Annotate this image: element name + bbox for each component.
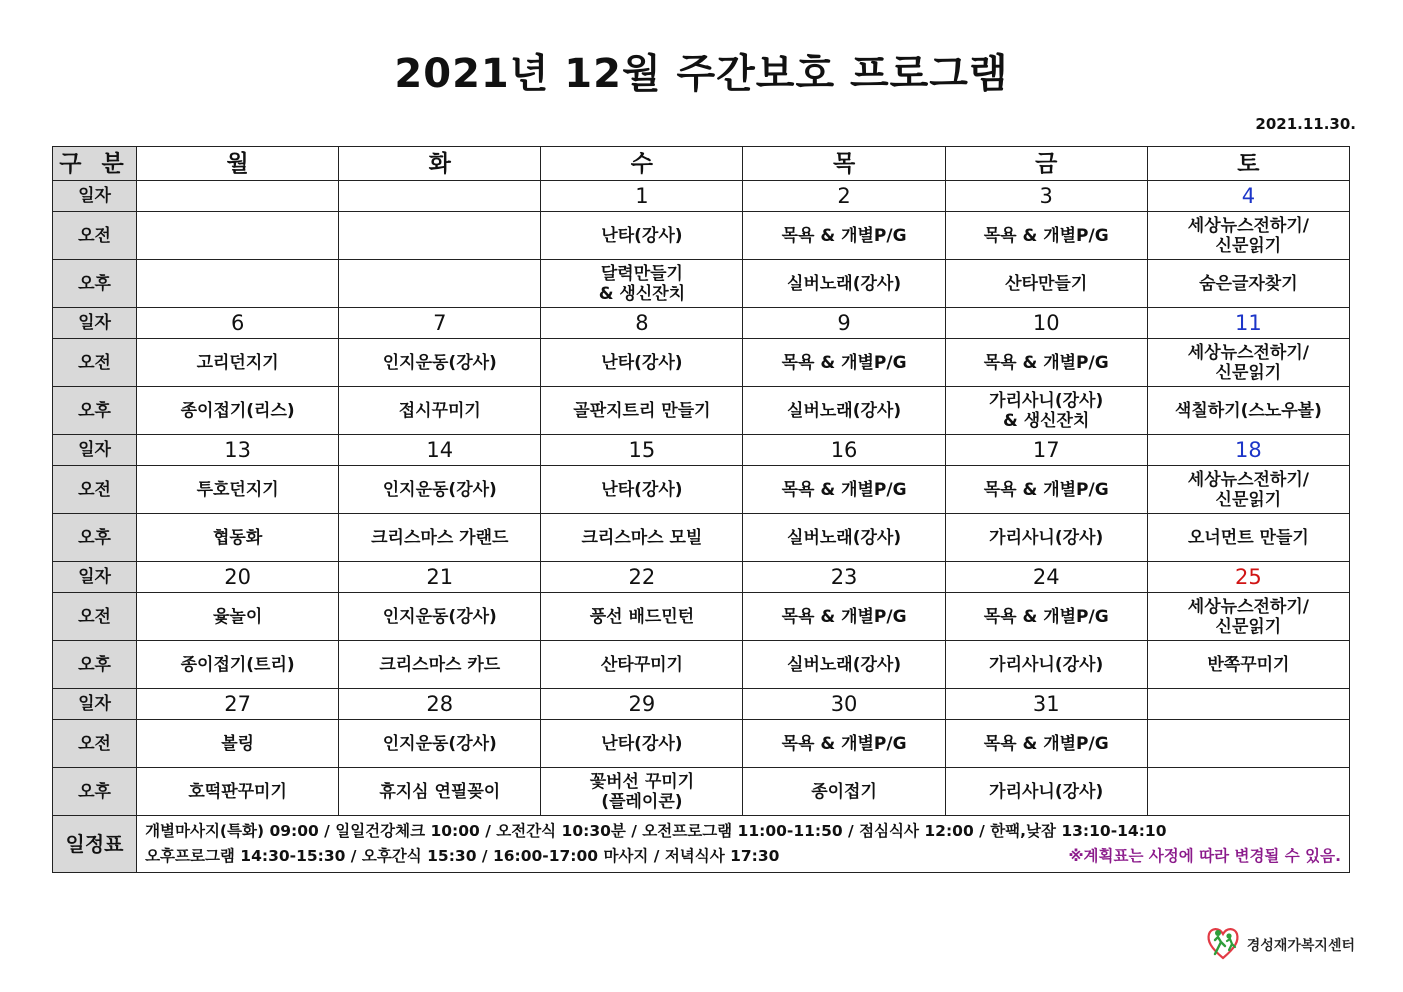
date-cell: 27 <box>137 689 339 720</box>
schedule-line-2 <box>145 844 1341 869</box>
pm-row <box>53 387 1350 435</box>
activity-cell: 달력만들기 & 생신잔치 <box>541 260 743 308</box>
activity-cell: 목욕 & 개별P/G <box>945 339 1147 387</box>
schedule-label: 일정표 <box>53 816 137 873</box>
activity-cell: 접시꾸미기 <box>339 387 541 435</box>
activity-cell: 산타꾸미기 <box>541 641 743 689</box>
center-logo <box>1205 925 1355 965</box>
activity-cell: 난타(강사) <box>541 720 743 768</box>
activity-cell: 반쪽꾸미기 <box>1147 641 1349 689</box>
row-label: 오전 <box>53 593 137 641</box>
activity-cell: 실버노래(강사) <box>743 514 945 562</box>
activity-cell: 고리던지기 <box>137 339 339 387</box>
date-cell: 8 <box>541 308 743 339</box>
activity-cell: 실버노래(강사) <box>743 260 945 308</box>
date-row <box>53 562 1350 593</box>
activity-cell: 목욕 & 개별P/G <box>743 593 945 641</box>
pm-row <box>53 514 1350 562</box>
activity-cell: 가리사니(강사) <box>945 768 1147 816</box>
date-cell: 30 <box>743 689 945 720</box>
activity-cell: 난타(강사) <box>541 339 743 387</box>
row-label: 일자 <box>53 562 137 593</box>
row-label: 오후 <box>53 514 137 562</box>
date-cell: 2 <box>743 181 945 212</box>
schedule-info <box>137 816 1350 873</box>
activity-cell: 크리스마스 가랜드 <box>339 514 541 562</box>
header-day: 금 <box>945 147 1147 181</box>
activity-cell: 세상뉴스전하기/ 신문읽기 <box>1147 212 1349 260</box>
date-cell: 3 <box>945 181 1147 212</box>
activity-cell: 크리스마스 카드 <box>339 641 541 689</box>
row-label: 오후 <box>53 641 137 689</box>
row-label: 오후 <box>53 768 137 816</box>
date-cell: 7 <box>339 308 541 339</box>
header-day: 수 <box>541 147 743 181</box>
activity-cell: 종이접기 <box>743 768 945 816</box>
date-cell: 14 <box>339 435 541 466</box>
activity-cell: 세상뉴스전하기/ 신문읽기 <box>1147 339 1349 387</box>
activity-cell: 세상뉴스전하기/ 신문읽기 <box>1147 593 1349 641</box>
date-row <box>53 308 1350 339</box>
date-row <box>53 435 1350 466</box>
date-cell: 23 <box>743 562 945 593</box>
activity-cell: 크리스마스 모빌 <box>541 514 743 562</box>
date-cell <box>339 181 541 212</box>
am-row <box>53 593 1350 641</box>
date-row <box>53 689 1350 720</box>
date-cell: 31 <box>945 689 1147 720</box>
schedule-table <box>52 146 1350 873</box>
activity-cell <box>137 260 339 308</box>
activity-cell <box>339 212 541 260</box>
activity-cell: 볼링 <box>137 720 339 768</box>
pm-row <box>53 641 1350 689</box>
row-label: 오후 <box>53 260 137 308</box>
activity-cell: 인지운동(강사) <box>339 720 541 768</box>
pm-row <box>53 768 1350 816</box>
activity-cell: 목욕 & 개별P/G <box>945 212 1147 260</box>
activity-cell: 풍선 배드민턴 <box>541 593 743 641</box>
row-label: 오전 <box>53 466 137 514</box>
activity-cell: 목욕 & 개별P/G <box>945 593 1147 641</box>
date-cell: 24 <box>945 562 1147 593</box>
schedule-note: ※계획표는 사정에 따라 변경될 수 있음. <box>1068 847 1341 865</box>
activity-cell: 협동화 <box>137 514 339 562</box>
activity-cell: 난타(강사) <box>541 212 743 260</box>
header-row <box>53 147 1350 181</box>
heart-figure-logo-icon <box>1205 924 1241 966</box>
activity-cell: 인지운동(강사) <box>339 593 541 641</box>
date-cell: 6 <box>137 308 339 339</box>
activity-cell: 꽃버선 꾸미기 (플레이콘) <box>541 768 743 816</box>
schedule-row <box>53 816 1350 873</box>
activity-cell <box>137 212 339 260</box>
header-day: 목 <box>743 147 945 181</box>
activity-cell: 숨은글자찾기 <box>1147 260 1349 308</box>
activity-cell: 인지운동(강사) <box>339 339 541 387</box>
activity-cell: 실버노래(강사) <box>743 387 945 435</box>
activity-cell: 난타(강사) <box>541 466 743 514</box>
header-label: 구 분 <box>53 147 137 181</box>
date-cell: 29 <box>541 689 743 720</box>
activity-cell: 세상뉴스전하기/ 신문읽기 <box>1147 466 1349 514</box>
date-cell: 15 <box>541 435 743 466</box>
activity-cell: 목욕 & 개별P/G <box>743 212 945 260</box>
header-day: 화 <box>339 147 541 181</box>
activity-cell <box>339 260 541 308</box>
row-label: 일자 <box>53 689 137 720</box>
date-cell: 1 <box>541 181 743 212</box>
activity-cell: 목욕 & 개별P/G <box>945 466 1147 514</box>
activity-cell: 목욕 & 개별P/G <box>743 466 945 514</box>
center-name: 경성재가복지센터 <box>1246 938 1355 954</box>
row-label: 오전 <box>53 339 137 387</box>
date-row <box>53 181 1350 212</box>
activity-cell: 실버노래(강사) <box>743 641 945 689</box>
header-day: 토 <box>1147 147 1349 181</box>
date-cell: 9 <box>743 308 945 339</box>
header-day: 월 <box>137 147 339 181</box>
activity-cell: 종이접기(트리) <box>137 641 339 689</box>
row-label: 오전 <box>53 720 137 768</box>
am-row <box>53 466 1350 514</box>
activity-cell: 휴지심 연필꽂이 <box>339 768 541 816</box>
activity-cell: 종이접기(리스) <box>137 387 339 435</box>
schedule-line-2-text: 오후프로그램 14:30-15:30 / 오후간식 15:30 / 16:00-17:00 마사지 / 저녁식사 17:30 <box>145 847 780 865</box>
row-label: 일자 <box>53 435 137 466</box>
activity-cell: 윷놀이 <box>137 593 339 641</box>
activity-cell: 골판지트리 만들기 <box>541 387 743 435</box>
activity-cell: 가리사니(강사) <box>945 514 1147 562</box>
activity-cell: 가리사니(강사) <box>945 641 1147 689</box>
activity-cell: 목욕 & 개별P/G <box>743 339 945 387</box>
date-cell: 28 <box>339 689 541 720</box>
date-cell: 4 <box>1147 181 1349 212</box>
activity-cell <box>1147 768 1349 816</box>
activity-cell: 인지운동(강사) <box>339 466 541 514</box>
date-cell: 11 <box>1147 308 1349 339</box>
pm-row <box>53 260 1350 308</box>
date-cell: 21 <box>339 562 541 593</box>
activity-cell: 색칠하기(스노우볼) <box>1147 387 1349 435</box>
activity-cell: 호떡판꾸미기 <box>137 768 339 816</box>
date-cell: 25 <box>1147 562 1349 593</box>
row-label: 일자 <box>53 308 137 339</box>
date-cell: 13 <box>137 435 339 466</box>
am-row <box>53 339 1350 387</box>
am-row <box>53 212 1350 260</box>
activity-cell: 목욕 & 개별P/G <box>945 720 1147 768</box>
activity-cell: 목욕 & 개별P/G <box>743 720 945 768</box>
date-cell: 10 <box>945 308 1147 339</box>
date-cell: 20 <box>137 562 339 593</box>
date-cell: 18 <box>1147 435 1349 466</box>
date-cell <box>1147 689 1349 720</box>
date-cell <box>137 181 339 212</box>
document-date: 2021.11.30. <box>1255 115 1356 133</box>
activity-cell: 오너먼트 만들기 <box>1147 514 1349 562</box>
row-label: 오후 <box>53 387 137 435</box>
date-cell: 22 <box>541 562 743 593</box>
row-label: 일자 <box>53 181 137 212</box>
am-row <box>53 720 1350 768</box>
schedule-line-1: 개별마사지(특화) 09:00 / 일일건강체크 10:00 / 오전간식 10:30분 / 오전프로그램 11:00-11:50 / 점심식사 12:00 / 한팩,낮잠 13:10-14:10 <box>145 822 1167 840</box>
activity-cell: 투호던지기 <box>137 466 339 514</box>
activity-cell <box>1147 720 1349 768</box>
date-cell: 16 <box>743 435 945 466</box>
row-label: 오전 <box>53 212 137 260</box>
activity-cell: 산타만들기 <box>945 260 1147 308</box>
date-cell: 17 <box>945 435 1147 466</box>
activity-cell: 가리사니(강사) & 생신잔치 <box>945 387 1147 435</box>
page-title: 2021년 12월 주간보호 프로그램 <box>394 51 1009 97</box>
